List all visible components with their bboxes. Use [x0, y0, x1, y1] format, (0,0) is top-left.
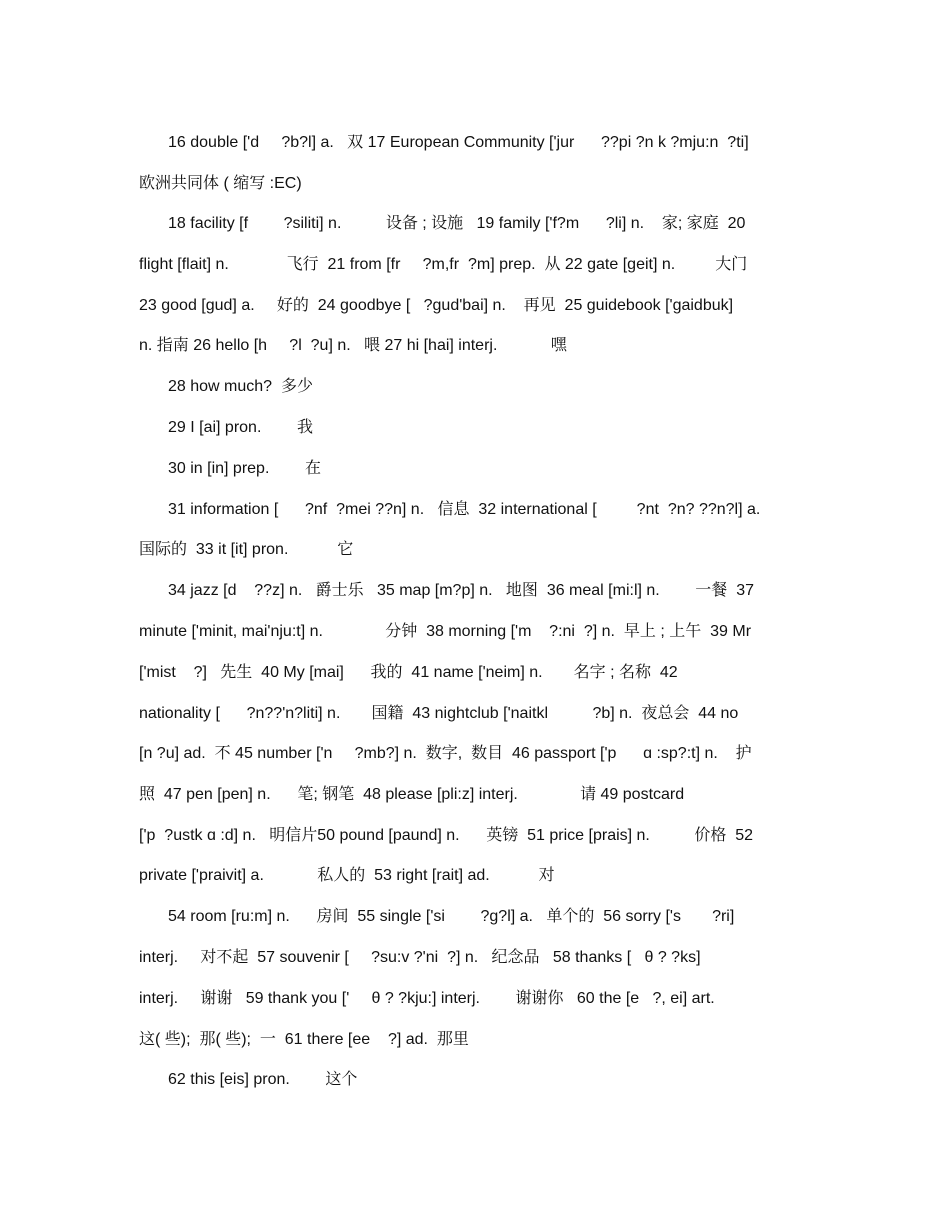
- text-line: ['p ?ustk ɑ :d] n. 明信片50 pound [paund] n. 英镑 51 price [prais] n. 价格 52: [139, 827, 754, 844]
- text-line: 欧洲共同体 ( 缩写 :EC): [139, 175, 302, 192]
- text-line: 62 this [eis] pron. 这个: [168, 1071, 358, 1088]
- text-line: 30 in [in] prep. 在: [168, 460, 321, 477]
- text-line: nationality [ ?n??'n?liti] n. 国籍 43 nightclub ['naitkl ?b] n. 夜总会 44 no: [139, 705, 739, 722]
- text-line: interj. 谢谢 59 thank you [' θ ? ?kju:] interj. 谢谢你 60 the [e ?, ei] art.: [139, 990, 715, 1007]
- text-line: 28 how much? 多少: [168, 378, 313, 395]
- text-line: 照 47 pen [pen] n. 笔; 钢笔 48 please [pli:z] interj. 请 49 postcard: [139, 786, 685, 803]
- text-line: 29 I [ai] pron. 我: [168, 419, 313, 436]
- text-line: 18 facility [f ?siliti] n. 设备 ; 设施 19 family ['f?m ?li] n. 家; 家庭 20: [168, 215, 746, 232]
- text-line: flight [flait] n. 飞行 21 from [fr ?m,fr ?m] prep. 从 22 gate [geit] n. 大门: [139, 256, 748, 273]
- text-line: ['mist ?] 先生 40 My [mai] 我的 41 name ['neim] n. 名字 ; 名称 42: [139, 664, 678, 681]
- text-line: minute ['minit, mai'nju:t] n. 分钟 38 morning ['m ?:ni ?] n. 早上 ; 上午 39 Mr: [139, 623, 752, 640]
- text-line: 31 information [ ?nf ?mei ??n] n. 信息 32 international [ ?nt ?n? ??n?l] a.: [168, 501, 761, 518]
- text-line: [n ?u] ad. 不 45 number ['n ?mb?] n. 数字, 数目 46 passport ['p ɑ :sp?:t] n. 护: [139, 745, 752, 762]
- text-line: 54 room [ru:m] n. 房间 55 single ['si ?g?l] a. 单个的 56 sorry ['s ?ri]: [168, 908, 735, 925]
- text-line: 34 jazz [d ??z] n. 爵士乐 35 map [m?p] n. 地图 36 meal [mi:l] n. 一餐 37: [168, 582, 754, 599]
- text-line: interj. 对不起 57 souvenir [ ?su:v ?'ni ?] n. 纪念品 58 thanks [ θ ? ?ks]: [139, 949, 701, 966]
- text-line: 国际的 33 it [it] pron. 它: [139, 541, 354, 558]
- text-line: 16 double ['d ?b?l] a. 双 17 European Community ['jur ??pi ?n k ?mju:n ?ti]: [168, 134, 749, 151]
- text-line: private ['praivit] a. 私人的 53 right [rait] ad. 对: [139, 867, 555, 884]
- text-line: n. 指南 26 hello [h ?l ?u] n. 喂 27 hi [hai] interj. 嘿: [139, 337, 567, 354]
- text-line: 23 good [gud] a. 好的 24 goodbye [ ?gud'bai] n. 再见 25 guidebook ['gaidbuk]: [139, 297, 734, 314]
- text-line: 这( 些); 那( 些); 一 61 there [ee ?] ad. 那里: [139, 1031, 469, 1048]
